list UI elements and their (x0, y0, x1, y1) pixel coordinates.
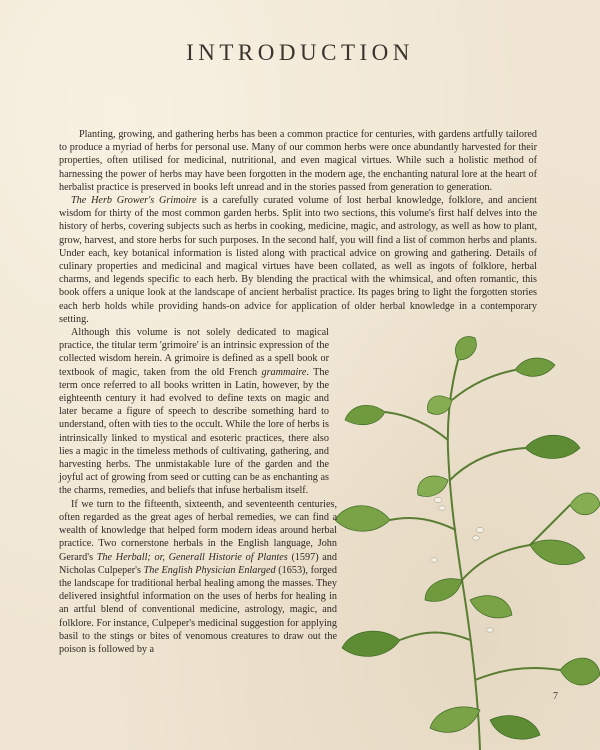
paragraph-4-text-c: (1653), forged the landscape for traditional herbal healing among the masses. They delivered insightful information on the uses of herbs for healing in an artful blend of conventional medicine, astrology, magic, and folklore. For instance, Culpeper's medicinal suggestion for applying basil to the stings or bites of venomous creatures to draw out the poison is followed by a (59, 564, 338, 655)
body-text (59, 128, 537, 656)
paragraph-3-text-b: . The term once referred to all books written in Latin, however, by the eighteenth century it had evolved to define texts on magic and later became a figure of speech to describe something hard to understand, often with ties to the occult. While the lore of herbs is intrinsically linked to mystical and esoteric practices, there also lies a magic in the timeless methods of cultivating, gathering, and harvesting herbs. The unmistakable lure of the garden and the joyful act of growing from seed or cutting can be as enchanting as the charms, remedies, and beliefs that infuse herbalism itself. (59, 366, 330, 497)
paragraph-4-text-b: (1597) and Nicholas Culpeper's (59, 551, 337, 576)
paragraph-4-text-a: If we turn to the fifteenth, sixteenth, and seventeenth centuries, often regarded as the great ages of herbal remedies, we can find a wealth of knowledge that helped form modern ideas around herbal practice. Two cornerstone herbals in the English language, John Gerard's (59, 498, 337, 563)
paragraph-1: Planting, growing, and gathering herbs has been a common practice for centuries, with gardens artfully tailored to produce a myriad of herbs for personal use. Many of our common herbs were once abundantly harvested for their properties, often utilised for medicinal, nutritional, and even magical virtues. While such a holistic method of harnessing the power of herbs may have been forgotten in the modern age, the enchanting natural lore at the heart of herbalist practice is preserved in books left unread and in the stories passed from generation to generation. (59, 129, 537, 193)
culpeper-title: The English Physician Enlarged (143, 564, 276, 576)
book-title-reference: The Herb Grower's Grimoire (71, 195, 197, 207)
grammaire-term: grammaire (261, 366, 307, 378)
page-title: INTRODUCTION (186, 40, 414, 65)
gerard-herball-title: The Herball; or, Generall Historie of Plantes (96, 551, 288, 563)
paragraph-3 (59, 326, 329, 498)
page-number: 7 (553, 691, 558, 702)
paragraph-2-text: is a carefully curated volume of lost herbal knowledge, folklore, and ancient wisdom for thirty of the most common garden herbs. Split into two sections, this volume's first half delves into the history of herbs, covering subjects such as herbs in cooking, medicine, magic, and astrology, as well as how to plant, grow, harvest, and store herbs for such purposes. In the second half, you will find a list of common herbs and plants. Under each, key botanical information is listed along with practical advice on growing and gathering. Details of culinary properties and medicinal and magical virtues have been collated, as well as ingots of folklore, herbal charms, and legends specific to each herb. By blending the practical with the whimsical, and often romantic, this book offers a unique look at the landscape of ancient herbalist practice. Its pages bring to light the forgotten stories each herb holds while providing hands-on advice for application of older herbal knowledge in a contemporary setting. (59, 195, 537, 325)
paragraph-2 (59, 194, 537, 326)
paragraph-3-text-a: Although this volume is not solely dedicated to magical practice, the titular term 'grimoire' is an intrinsic expression of the collected wisdom herein. A grimoire is defined as a spell book or textbook of magic, taken from the old French (59, 327, 329, 378)
paragraph-4 (59, 498, 337, 656)
